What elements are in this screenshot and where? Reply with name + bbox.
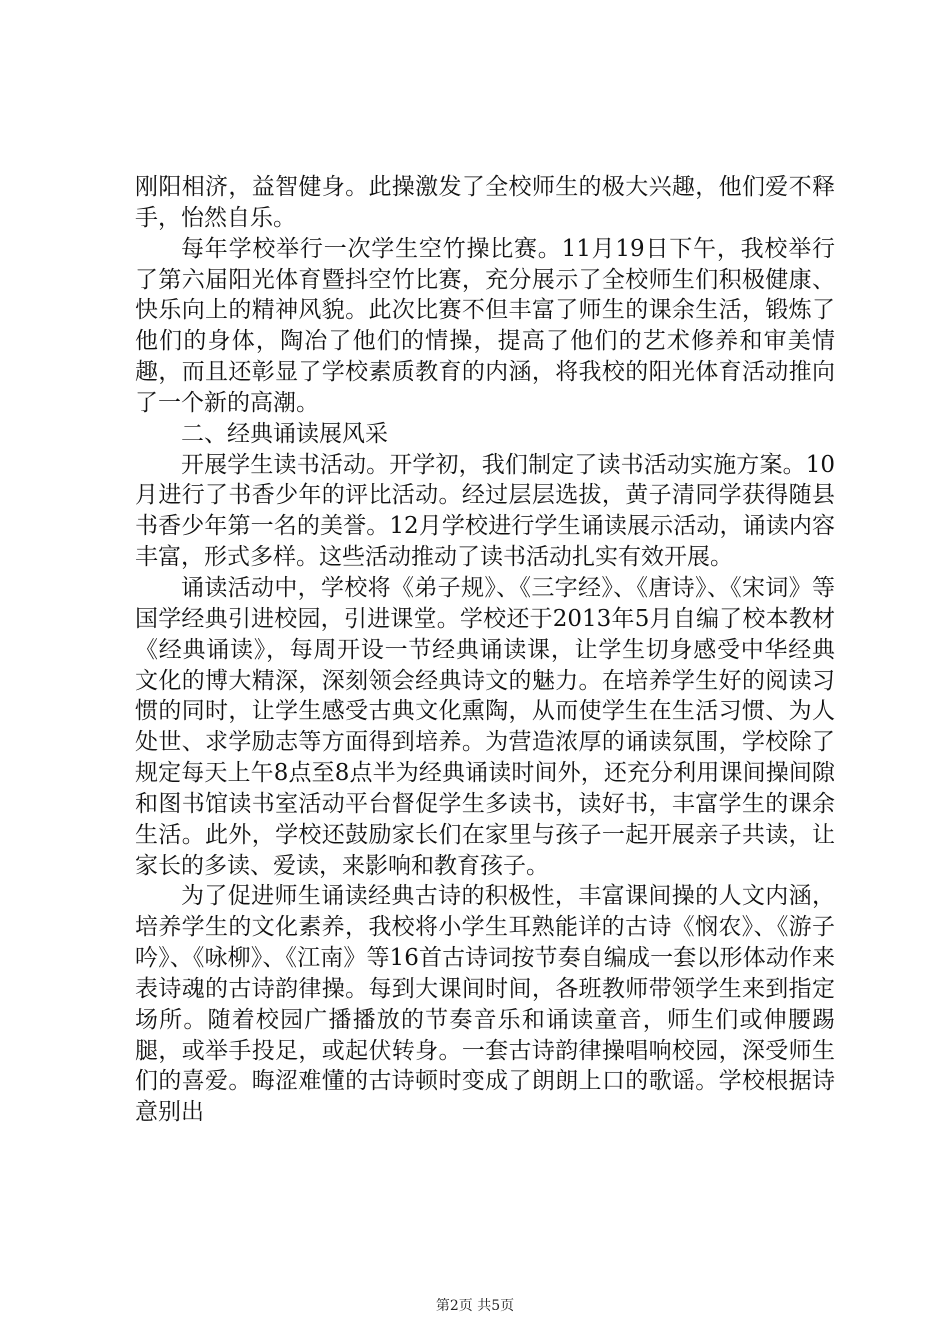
- paragraph-recitation-activities: 诵读活动中，学校将《弟子规》、《三字经》、《唐诗》、《宋词》等国学经典引进校园，引进课堂。学校还于2013年5月自编了校本教材《经典诵读》，每周开设一节经典诵读课，让学生切身感受中华经典文化的博大精深，深刻领会经典诗文的魅力。在培养学生好的阅读习惯的同时，让学生感受古典文化熏陶，从而使学生在生活习惯、为人处世、求学励志等方面得到培养。为营造浓厚的诵读氛围，学校除了规定每天上午8点至8点半为经典诵读时间外，还充分利用课间操间隙和图书馆读书室活动平台督促学生多读书，读好书，丰富学生的课余生活。此外，学校还鼓励家长们在家里与孩子一起开展亲子共读，让家长的多读、爱读，来影响和教育孩子。: [135, 574, 835, 879]
- section-heading-classic-reading: 二、经典诵读展风采: [181, 420, 388, 447]
- paragraph-poetry-rhythm-exercise: 为了促进师生诵读经典古诗的积极性，丰富课间操的人文内涵，培养学生的文化素养，我校将小学生耳熟能详的古诗《悯农》、《游子吟》、《咏柳》、《江南》等16首古诗词按节奏自编成一套以形体动作来表诗魂的古诗韵律操。每到大课间时间，各班教师带领学生来到指定场所。随着校园广播播放的节奏音乐和诵读童音，师生们或伸腰踢腿，或举手投足，或起伏转身。一套古诗韵律操唱响校园，深受师生们的喜爱。晦涩难懂的古诗顿时变成了朗朗上口的歌谣。学校根据诗意别出: [135, 883, 835, 1126]
- document-body: [135, 172, 835, 1128]
- page-number-footer: 第2页 共5页: [435, 1298, 515, 1314]
- paragraph-continuation: 刚阳相济，益智健身。此操激发了全校师生的极大兴趣，他们爱不释手，怡然自乐。: [135, 174, 835, 231]
- paragraph-reading-activities: 开展学生读书活动。开学初，我们制定了读书活动实施方案。10月进行了书香少年的评比活动。经过层层选拔，黄子清同学获得随县书香少年第一名的美誉。12月学校进行学生诵读展示活动，诵读内容丰富，形式多样。这些活动推动了读书活动扎实有效开展。: [135, 451, 835, 571]
- paragraph-kongzhu-competition: 每年学校举行一次学生空竹操比赛。11月19日下午，我校举行了第六届阳光体育暨抖空竹比赛，充分展示了全校师生们积极健康、快乐向上的精神风貌。此次比赛不但丰富了师生的课余生活，锻炼了他们的身体，陶冶了他们的情操，提高了他们的艺术修养和审美情趣，而且还彰显了学校素质教育的内涵，将我校的阳光体育活动推向了一个新的高潮。: [135, 235, 835, 416]
